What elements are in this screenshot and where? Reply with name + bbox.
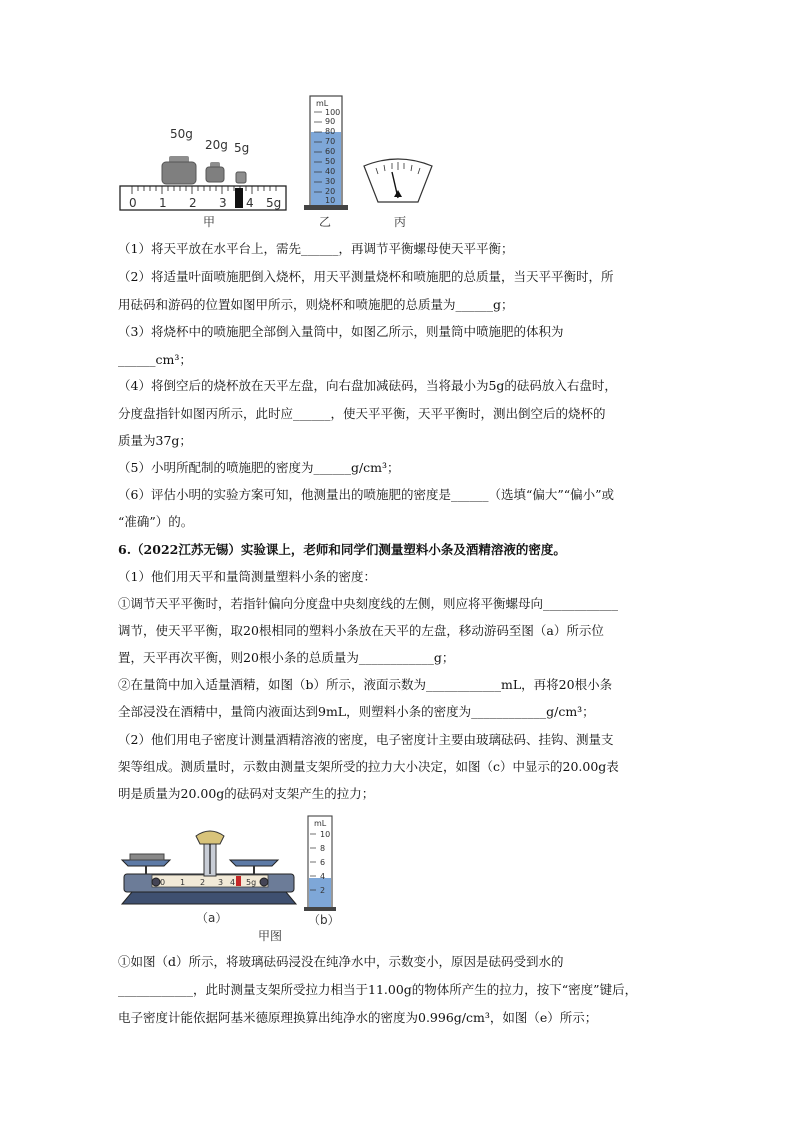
caption-a: （a） xyxy=(196,911,228,925)
ruler-tick-3: 3 xyxy=(219,196,227,210)
cylinder-unit: mL xyxy=(316,99,329,108)
q6-line-8: 架等组成。测质量时，示数由测量支架所受的拉力大小决定，如图（c）中显示的20.00g表 xyxy=(118,759,619,774)
caption-b: （b） xyxy=(308,913,340,927)
small-cylinder-tick-4: 4 xyxy=(320,872,326,881)
cylinder-tick-60: 60 xyxy=(325,147,336,156)
beam-tick-2: 2 xyxy=(200,878,206,887)
small-cylinder-unit: mL xyxy=(314,819,327,828)
weight-label-50g: 50g xyxy=(170,127,193,141)
figure-1-balance-weights xyxy=(118,92,448,232)
q5-line-4: （3）将烧杯中的喷施肥全部倒入量筒中，如图乙所示，则量筒中喷施肥的体积为 xyxy=(118,324,564,339)
tail-line-2: ____________，此时测量支架所受拉力相当于11.00g的物体所产生的拉力，按下“密度”键后， xyxy=(118,982,638,997)
q5-line-9: （5）小明所配制的喷施肥的密度为______g/cm³； xyxy=(118,460,400,475)
weight-5g-icon xyxy=(236,172,246,183)
q6-line-5: ②在量筒中加入适量酒精，如图（b）所示，液面示数为____________mL，再将20根小条 xyxy=(118,677,613,692)
q5-line-11: “准确”）的。 xyxy=(118,514,194,529)
q5-line-8: 质量为37g； xyxy=(118,433,192,448)
q5-line-3: 用砝码和游码的位置如图甲所示，则烧杯和喷施肥的总质量为______g； xyxy=(118,297,514,312)
q6-line-6: 全部浸没在酒精中，量筒内液面达到9mL，则塑料小条的密度为____________g/cm³； xyxy=(118,704,595,719)
ruler-tick-5g: 5g xyxy=(266,196,282,210)
beam-tick-1: 1 xyxy=(180,878,186,887)
ruler-tick-4: 4 xyxy=(246,196,254,210)
rider-scale xyxy=(120,186,286,210)
balance-icon xyxy=(122,831,296,904)
cylinder-tick-100: 100 xyxy=(325,108,341,117)
beam-tick-0: 0 xyxy=(160,878,166,887)
small-cylinder-tick-6: 6 xyxy=(320,858,326,867)
q5-line-10: （6）评估小明的实验方案可知，他测量出的喷施肥的密度是______（选填“偏大”“偏小”或 xyxy=(118,487,615,502)
weight-20g-icon xyxy=(206,162,224,182)
balance-dial-icon xyxy=(364,159,432,202)
caption-yi: 乙 xyxy=(319,215,332,229)
weight-50g-icon xyxy=(162,156,196,184)
q6-line-2: ①调节天平平衡时，若指针偏向分度盘中央刻度线的左侧，则应将平衡螺母向____________ xyxy=(118,596,619,611)
q6-line-4: 置，天平再次平衡，则20根小条的总质量为____________g； xyxy=(118,650,455,665)
tail-line-1: ①如图（d）所示，将玻璃砝码浸没在纯净水中，示数变小，原因是砝码受到水的 xyxy=(118,954,564,969)
ruler-tick-0: 0 xyxy=(129,196,137,210)
caption-jia: 甲 xyxy=(203,215,216,229)
caption-bing: 丙 xyxy=(394,215,407,229)
rider-icon xyxy=(235,188,243,208)
cylinder-tick-10: 10 xyxy=(325,196,336,205)
q5-line-5: ______cm³； xyxy=(118,352,192,367)
q6-line-9: 明是质量为20.00g的砝码对支架产生的拉力； xyxy=(118,786,375,801)
cylinder-tick-70: 70 xyxy=(325,137,336,146)
q6-line-1: （1）他们用天平和量筒测量塑料小条的密度： xyxy=(118,569,376,584)
cylinder-tick-20: 20 xyxy=(325,187,336,196)
small-cylinder-tick-10: 10 xyxy=(320,830,331,839)
figure-2-balance-cylinder xyxy=(118,812,348,944)
cylinder-tick-80: 80 xyxy=(325,127,336,136)
cylinder-tick-30: 30 xyxy=(325,177,336,186)
beam-tick-4: 4 xyxy=(230,878,236,887)
q6-line-7: （2）他们用电子密度计测量酒精溶液的密度，电子密度计主要由玻璃砝码、挂钩、测量支 xyxy=(118,732,614,747)
caption-jia-tu: 甲图 xyxy=(258,929,283,943)
cylinder-tick-90: 90 xyxy=(325,117,336,126)
cylinder-tick-40: 40 xyxy=(325,167,336,176)
ruler-tick-2: 2 xyxy=(189,196,197,210)
small-cylinder-tick-2: 2 xyxy=(320,886,326,895)
ruler-tick-1: 1 xyxy=(159,196,167,210)
q5-line-1: （1）将天平放在水平台上，需先______，再调节平衡螺母使天平平衡； xyxy=(118,241,514,256)
tail-line-3: 电子密度计能依据阿基米德原理换算出纯净水的密度为0.996g/cm³，如图（e）所示； xyxy=(118,1010,598,1025)
beam-tick-3: 3 xyxy=(218,878,224,887)
q5-line-6: （4）将倒空后的烧杯放在天平左盘，向右盘加减砝码，当将最小为5g的砝码放入右盘时， xyxy=(118,378,617,393)
beam-tick-5g: 5g xyxy=(246,878,257,887)
weight-label-5g: 5g xyxy=(234,141,250,155)
cylinder-tick-50: 50 xyxy=(325,157,336,166)
q5-line-2: （2）将适量叶面喷施肥倒入烧杯，用天平测量烧杯和喷施肥的总质量，当天平平衡时，所 xyxy=(118,269,614,284)
small-cylinder-tick-8: 8 xyxy=(320,844,326,853)
q6-title: 6.（2022江苏无锡）实验课上，老师和同学们测量塑料小条及酒精溶液的密度。 xyxy=(118,542,566,557)
q5-line-7: 分度盘指针如图丙所示，此时应______，使天平平衡，天平平衡时，测出倒空后的烧杯的 xyxy=(118,406,606,421)
q6-line-3: 调节，使天平平衡，取20根相同的塑料小条放在天平的左盘，移动游码至图（a）所示位 xyxy=(118,623,604,638)
weight-label-20g: 20g xyxy=(205,138,228,152)
